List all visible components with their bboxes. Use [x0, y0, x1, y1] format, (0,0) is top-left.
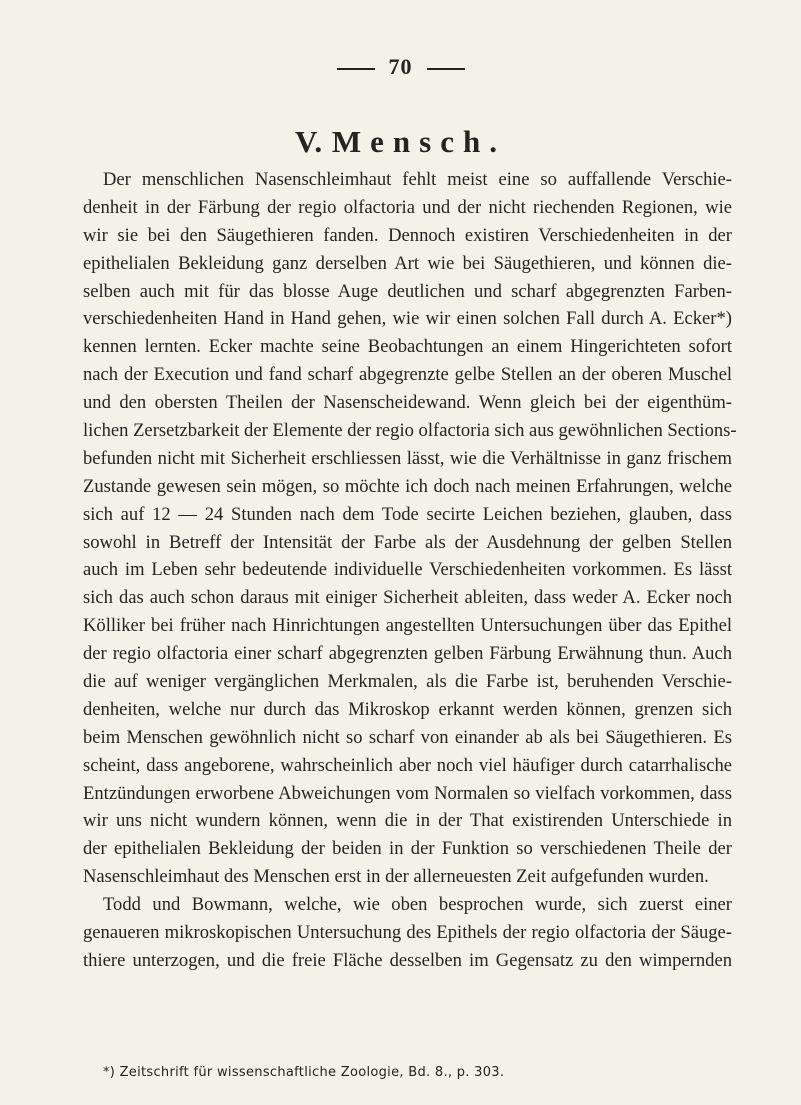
- text-line: thiere unterzogen, und die freie Fläche desselben im Gegensatz zu den wimpernden: [83, 949, 732, 971]
- text-line: Kölliker bei früher nach Hinrichtungen angestellten Untersuchungen über das Epithel: [83, 615, 732, 637]
- section-number: V.: [295, 124, 324, 159]
- text-line: wir uns nicht wundern können, wenn die in der That existirenden Unterschiede in: [83, 810, 732, 832]
- text-line: nach der Execution und fand scharf abgegrenzte gelbe Stellen an der oberen Muschel: [83, 364, 732, 386]
- section-heading: [0, 124, 801, 160]
- text-line: und den obersten Theilen der Nasenscheidewand. Wenn gleich bei der eigenthüm-: [83, 392, 732, 414]
- text-line: Nasenschleimhaut des Menschen erst in der allerneuesten Zeit aufgefunden wurden.: [83, 866, 709, 888]
- page-number-text: 70: [388, 54, 413, 79]
- text-line: scheint, dass angeborene, wahrscheinlich aber noch viel häufiger durch catarrhalische: [83, 754, 732, 776]
- text-line: sich das auch schon daraus mit einiger Sicherheit ableiten, dass weder A. Ecker noch: [83, 587, 732, 609]
- text-line: verschiedenheiten Hand in Hand gehen, wie wir einen solchen Fall durch A. Ecker*): [83, 308, 732, 330]
- text-line: denheiten, welche nur durch das Mikroskop erkannt werden können, grenzen sich: [83, 698, 732, 720]
- text-line: kennen lernten. Ecker machte seine Beobachtungen an einem Hingerichteten sofort: [83, 336, 732, 358]
- text-line: Zustande gewesen sein mögen, so möchte ich doch nach meinen Erfahrungen, welche: [83, 475, 732, 497]
- text-line: sich auf 12 — 24 Stunden nach dem Tode secirte Leichen beziehen, glauben, dass: [83, 503, 732, 525]
- text-line: der epithelialen Bekleidung der beiden in der Funktion so verschiedenen Theile der: [83, 838, 732, 860]
- text-line: sowohl in Betreff der Intensität der Farbe als der Ausdehnung der gelben Stellen: [83, 531, 732, 553]
- text-line: lichen Zersetzbarkeit der Elemente der regio olfactoria sich aus gewöhnlichen Sections-: [83, 420, 737, 442]
- right-dash: [427, 68, 465, 70]
- text-line: epithelialen Bekleidung ganz derselben Art wie bei Säugethieren, und können die-: [83, 252, 732, 274]
- text-line: beim Menschen gewöhnlich nicht so scharf von einander ab als bei Säugethieren. Es: [83, 726, 732, 748]
- section-title: Mensch.: [331, 124, 506, 159]
- text-line: die auf weniger vergänglichen Merkmalen, als die Farbe ist, beruhenden Verschie-: [83, 671, 732, 693]
- left-dash: [337, 68, 375, 70]
- footnote: *) Zeitschrift für wissenschaftliche Zoologie, Bd. 8., p. 303.: [103, 1065, 505, 1080]
- text-line: auch im Leben sehr bedeutende individuelle Verschiedenheiten vorkommen. Es lässt: [83, 559, 732, 581]
- text-line: selben auch mit für das blosse Auge deutlichen und scharf abgegrenzten Farben-: [83, 280, 732, 302]
- page-number: [0, 54, 801, 80]
- body-text: [83, 166, 737, 975]
- text-line: Der menschlichen Nasenschleimhaut fehlt meist eine so auffallende Verschie-: [103, 169, 732, 190]
- text-line: Todd und Bowmann, welche, wie oben besprochen wurde, sich zuerst einer: [103, 894, 732, 916]
- text-line: wir sie bei den Säugethieren fanden. Dennoch existiren Verschiedenheiten in der: [83, 224, 732, 246]
- text-line: der regio olfactoria einer scharf abgegrenzten gelben Färbung Erwähnung thun. Auch: [83, 643, 732, 665]
- text-line: denheit in der Färbung der regio olfactoria und der nicht riechenden Regionen, wie: [83, 196, 732, 218]
- text-line: Entzündungen erworbene Abweichungen vom Normalen so vielfach vorkommen, dass: [83, 782, 732, 804]
- text-line: befunden nicht mit Sicherheit erschliessen lässt, wie die Verhältnisse in ganz frischem: [83, 447, 732, 469]
- text-line: genaueren mikroskopischen Untersuchung des Epithels der regio olfactoria der Säuge-: [83, 922, 732, 944]
